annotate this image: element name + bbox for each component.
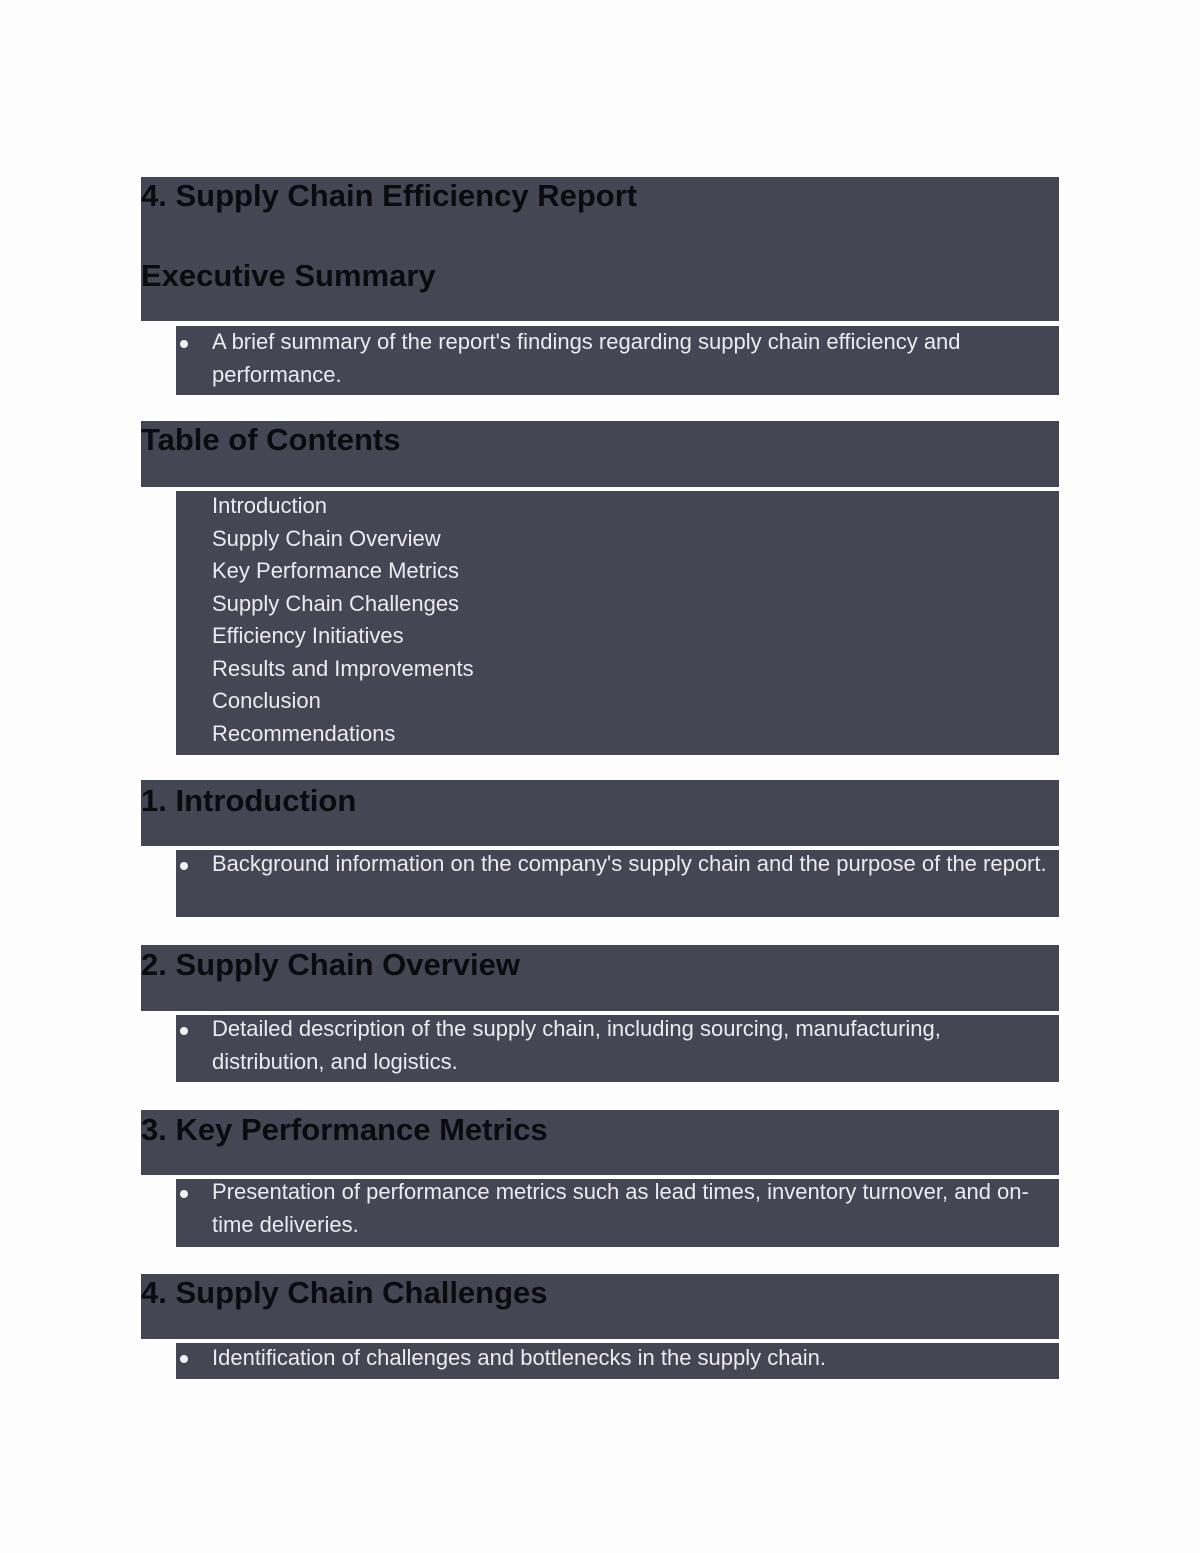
section-heading: 1. Introduction — [141, 783, 357, 818]
section-bullet: Presentation of performance metrics such as lead times, inventory turnover, and on-time deliveries. — [212, 1179, 1029, 1237]
section-bullet-block — [176, 1015, 1059, 1082]
section-heading-block — [141, 945, 1059, 1011]
toc-item: Conclusion — [212, 688, 321, 713]
section-heading-block — [141, 1274, 1059, 1339]
executive-summary-bullet: A brief summary of the report's findings regarding supply chain efficiency and performance. — [212, 329, 961, 387]
toc-item: Results and Improvements — [212, 655, 474, 681]
document-title: 4. Supply Chain Efficiency Report — [141, 178, 638, 213]
toc-heading: Table of Contents — [141, 422, 401, 457]
section-heading: 2. Supply Chain Overview — [141, 947, 521, 982]
section-heading: 4. Supply Chain Challenges — [141, 1275, 548, 1310]
toc-item: Supply Chain Challenges — [212, 590, 460, 616]
toc-heading-block — [141, 421, 1059, 487]
title-block — [141, 177, 1059, 321]
toc-list — [176, 491, 1059, 755]
section-bullet: Detailed description of the supply chain, including sourcing, manufacturing, distribution, and logistics. — [212, 1016, 941, 1074]
section-bullet-block — [176, 1179, 1059, 1247]
toc-item: Recommendations — [212, 720, 396, 746]
section-heading-block — [141, 780, 1059, 846]
section-bullet: Background information on the company's supply chain and the purpose of the report. — [212, 851, 1047, 876]
bullet-icon — [180, 1027, 188, 1035]
toc-item: Introduction — [212, 493, 327, 518]
section-bullet-block — [176, 850, 1059, 917]
section-heading: 3. Key Performance Metrics — [141, 1112, 548, 1147]
toc-item: Key Performance Metrics — [212, 558, 459, 583]
section-bullet-block — [176, 1343, 1059, 1379]
executive-summary-list — [176, 326, 1059, 395]
bullet-icon — [180, 862, 188, 870]
section-heading-block — [141, 1110, 1059, 1175]
section-bullet: Identification of challenges and bottlenecks in the supply chain. — [212, 1345, 826, 1370]
toc-item: Supply Chain Overview — [212, 525, 441, 551]
toc-item: Efficiency Initiatives — [212, 623, 404, 648]
executive-summary-heading: Executive Summary — [141, 258, 436, 293]
bullet-icon — [180, 340, 188, 348]
bullet-icon — [180, 1190, 188, 1198]
bullet-icon — [180, 1355, 188, 1363]
